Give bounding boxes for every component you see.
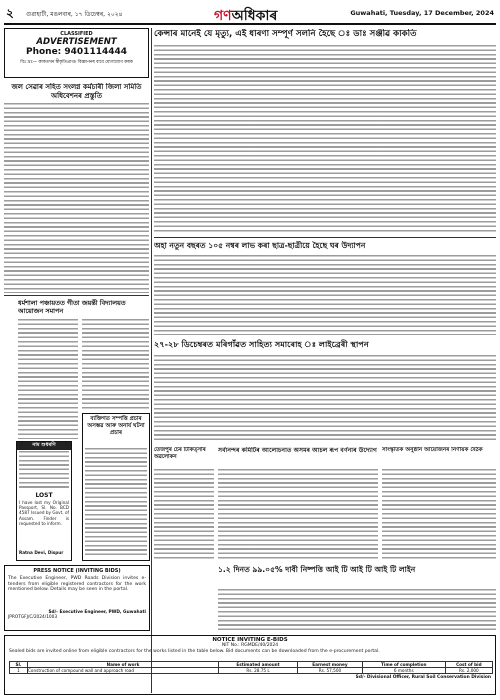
lost-title: LOST xyxy=(35,492,53,499)
cancer-headline: কেন্সাৰ মানেই যে মৃত্যু, এই ধাৰণা সম্পূৰ্ণ সলনি হৈছে ঃ ডাঃ সঞ্জীৱ কাকতি xyxy=(154,29,417,39)
table-cell: Construction of compound wall and approach road xyxy=(28,668,219,674)
box-body xyxy=(85,448,147,558)
sarbananda-body xyxy=(218,469,378,561)
big-body xyxy=(154,355,496,443)
bottom-body xyxy=(218,589,496,631)
mid-left-body-1 xyxy=(18,319,78,439)
mid-left-headline: ধৰ্মশালা পঞ্চায়তত গীতা জয়ন্তী বিদ্যালয়ত আয়োজন সমাপন xyxy=(18,299,126,315)
tender-1-title: PRESS NOTICE (INVITING BIDS) xyxy=(33,568,121,574)
table-header: Estimated amount xyxy=(218,662,297,668)
big-headline: ২৭-২৮ ডিচেম্বৰত মৰিগাঁৱত সাহিত্য সমাৰোহ ঃ লাইব্ৰেৰী স্থাপন xyxy=(154,339,369,349)
logo-part2: অধিকাৰ xyxy=(231,8,278,24)
tender-2-table xyxy=(9,661,493,674)
newspaper-page xyxy=(4,3,496,697)
classified-box xyxy=(4,28,149,78)
small-col-headline: তেজপুৰ চেৰ টিকিত্সাৰ অৱলোকন xyxy=(154,447,206,460)
box-article xyxy=(82,413,150,561)
mid-left-body-2 xyxy=(82,319,149,409)
section-rule xyxy=(4,295,149,296)
box-headline: ব্যক্তিগত সম্পত্তি প্ৰচাৰ অসম্ভৱ আৰু অনাৰ্য ঘটনা প্ৰচাৰ xyxy=(87,416,145,436)
table-cell: 6 months xyxy=(362,668,445,674)
lost-text: I have lost my Original Passport, Sl. No. BCD 4587 Issued by Govt. of Assam. Finder is requested to inform. xyxy=(19,500,69,526)
table-header: Cost of bid xyxy=(445,662,492,668)
notice-body xyxy=(19,451,69,489)
classified-title: ADVERTISEMENT xyxy=(36,37,117,47)
date-left: গুৱাহাটী, মঙলবাৰ, ১৭ ডিচেম্বৰ, ২০২৪ xyxy=(26,11,123,18)
table-cell: 1 xyxy=(10,668,28,674)
tender-2-subtitle: NIT No.: RGMDE/40/2024 xyxy=(221,643,279,648)
sarbananda-headline: সৰ্বানন্দৰ কমিটিৰ আলোচনাত অসমৰ আচল ৰূপ বৰ্ণনাৰ উদ্যোগ xyxy=(218,447,377,454)
notice-box xyxy=(16,441,72,561)
classified-tag: বিঃ দ্ৰঃ— কাকতখন স্বীকৃতিপ্ৰাপ্ত। বিজ্ঞাপনৰ বাবে যোগাযোগ কৰক xyxy=(20,60,133,65)
date-right: Guwahati, Tuesday, 17 December, 2024 xyxy=(350,9,494,17)
table-cell: Rs. 2,000 xyxy=(445,668,492,674)
column-divider xyxy=(151,28,152,693)
tender-1-sign: Sd/- Executive Engineer, PWD, Guwahati xyxy=(48,610,146,615)
left-top-headline: জল সেৱাৰ সহিত সংলগ্ন কৰ্মচাৰী জিলা সমিতি অধিবেশনৰ প্ৰস্তুতি xyxy=(11,83,142,100)
tender-2 xyxy=(4,635,496,695)
table-header: Name of work xyxy=(28,662,219,668)
page-number: ২ xyxy=(6,6,14,20)
table-cell: Rs. 28.75 L xyxy=(218,668,297,674)
notice-title: নাম শুধৰণি xyxy=(17,442,71,450)
tender-1 xyxy=(4,565,150,631)
coal-body xyxy=(154,255,496,335)
classified-phone: Phone: 9401114444 xyxy=(25,47,128,57)
masthead xyxy=(4,3,496,25)
right-body xyxy=(382,469,496,561)
newspaper-logo xyxy=(214,4,277,28)
tender-2-title: NOTICE INVITING E-BIDS xyxy=(212,637,288,643)
classified-label: CLASSIFIED xyxy=(60,31,93,37)
table-header: Earnest money xyxy=(298,662,363,668)
table-header: Time of completion xyxy=(362,662,445,668)
right-headline: সাংস্কৃতিক অনুষ্ঠান আয়োজনৰ নিৰ্ণায়ক বৈঠক xyxy=(382,447,483,453)
logo-part1: গণ xyxy=(214,8,232,24)
tender-2-sign: Sd/- Divisional Officer, Rural Soil Conservation Division xyxy=(355,675,491,680)
table-cell: Rs. 57,500 xyxy=(298,668,363,674)
tender-1-text: The Executive Engineer, PWD Roads Division invites e-tenders from eligible registered contractors for the work mentioned below. Details may be seen in the portal. xyxy=(8,576,146,593)
table-row xyxy=(10,668,493,674)
bottom-headline: ১.২ দিনত ৯৯.০৫% দাবী নিষ্পত্তি আই টি আই টি আই টি লাইন xyxy=(218,565,416,574)
coal-headline: অহা নতুন বছৰত ১০৫ নম্বৰ লাভ কৰা ছাত্ৰ-ছাত্ৰীয়ে হৈছে ঘৰ উদ্যাপন xyxy=(154,241,366,250)
tender-2-text: Sealed bids are invited online from eligible contractors for the works listed in the table below. Bid documents can be downloaded from the e-procurement portal. xyxy=(9,649,380,654)
small-col-body xyxy=(154,469,214,561)
tender-1-ref: JPROTGFJ/C/2024/1003 xyxy=(8,615,58,620)
table-header: Sl. xyxy=(10,662,28,668)
lost-contact: Ratna Devi, Dispur xyxy=(19,550,64,555)
section-rule xyxy=(154,237,496,238)
cancer-body xyxy=(154,45,496,233)
left-top-body xyxy=(4,103,149,293)
